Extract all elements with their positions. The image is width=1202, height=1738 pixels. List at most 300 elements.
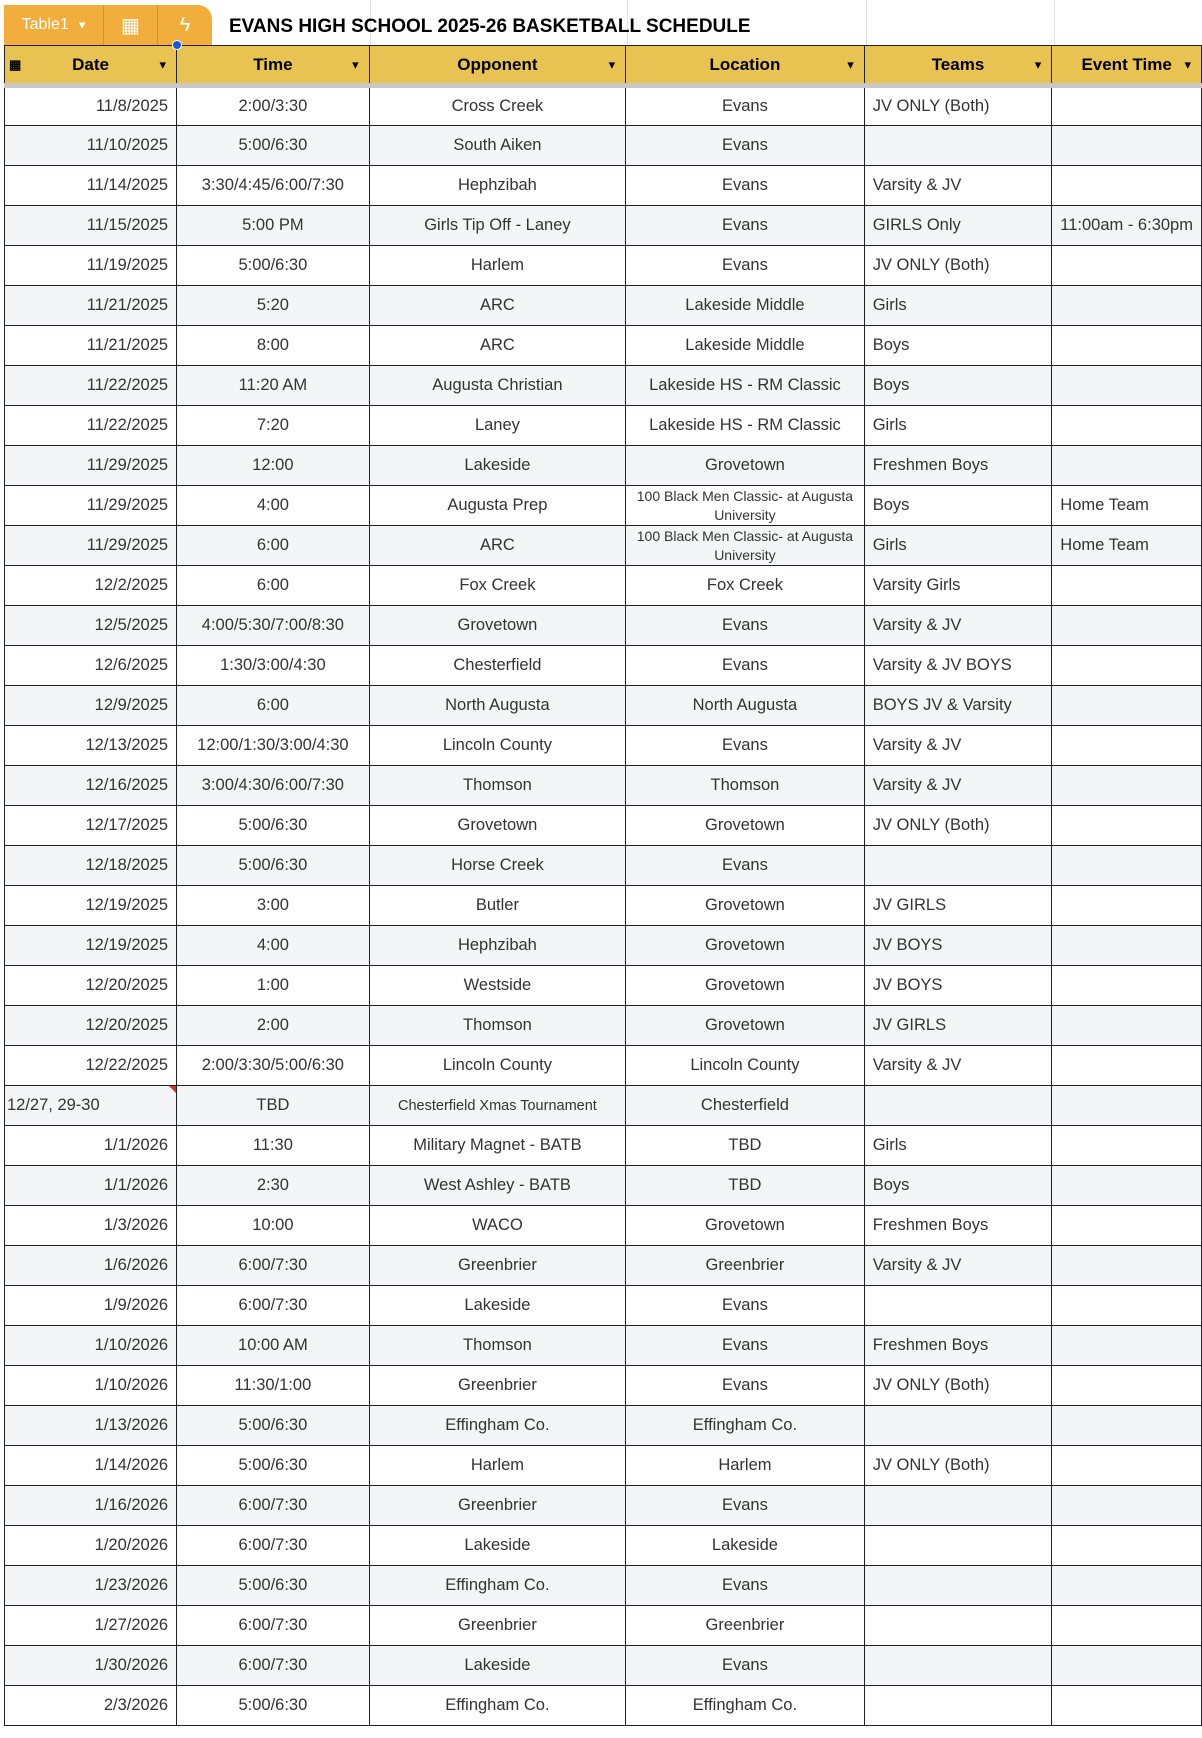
cell-location[interactable]: Lincoln County (626, 1046, 865, 1086)
cell-date[interactable]: 12/20/2025 (5, 966, 177, 1006)
table-row (5, 526, 1202, 566)
cell-date[interactable]: 11/21/2025 (5, 286, 177, 326)
cell-date[interactable]: 12/17/2025 (5, 806, 177, 846)
cell-event-time[interactable] (1052, 1006, 1202, 1046)
cell-event-time[interactable] (1052, 966, 1202, 1006)
cell-event-time[interactable] (1052, 246, 1202, 286)
calculator-icon[interactable]: ▦ (104, 5, 158, 45)
cell-event-time[interactable] (1052, 1566, 1202, 1606)
table-row (5, 1526, 1202, 1566)
cell-teams[interactable]: Varsity & JV (864, 166, 1052, 206)
cell-teams[interactable]: Boys (864, 366, 1052, 406)
cell-location[interactable]: Evans (626, 246, 865, 286)
cell-event-time[interactable] (1052, 1606, 1202, 1646)
cell-location[interactable]: Evans (626, 846, 865, 886)
table-row (5, 1286, 1202, 1326)
cell-event-time[interactable] (1052, 686, 1202, 726)
table-toolbar (4, 5, 212, 45)
cell-location[interactable]: Evans (626, 726, 865, 766)
cell-location[interactable]: Grovetown (626, 886, 865, 926)
column-header-label: Teams (931, 54, 985, 74)
cell-teams[interactable] (864, 1486, 1052, 1526)
table-row (5, 246, 1202, 286)
cell-opponent[interactable]: Augusta Christian (369, 366, 625, 406)
cell-opponent[interactable]: Thomson (369, 1326, 625, 1366)
cell-location[interactable]: Lakeside (626, 1526, 865, 1566)
cell-event-time[interactable]: Home Team (1052, 526, 1202, 566)
cell-event-time[interactable] (1052, 646, 1202, 686)
cell-opponent[interactable]: Fox Creek (369, 566, 625, 606)
table-name-button[interactable] (4, 5, 104, 45)
cell-date[interactable]: 1/9/2026 (5, 1286, 177, 1326)
cell-event-time[interactable]: 11:00am - 6:30pm (1052, 206, 1202, 246)
cell-date[interactable]: 1/10/2026 (5, 1326, 177, 1366)
cell-teams[interactable]: Girls (864, 286, 1052, 326)
cell-teams[interactable] (864, 846, 1052, 886)
cell-time[interactable]: 5:00/6:30 (177, 806, 370, 846)
cell-date[interactable]: 1/16/2026 (5, 1486, 177, 1526)
table-row (5, 1606, 1202, 1646)
cell-teams[interactable]: Girls (864, 526, 1052, 566)
column-header-label: Date (72, 54, 109, 74)
cell-time[interactable]: 5:00 PM (177, 206, 370, 246)
cell-location[interactable]: Evans (626, 86, 865, 126)
cell-time[interactable]: 5:00/6:30 (177, 1446, 370, 1486)
cell-location[interactable]: Evans (626, 1566, 865, 1606)
table-row (5, 566, 1202, 606)
cell-teams[interactable]: BOYS JV & Varsity (864, 686, 1052, 726)
cell-date[interactable]: 11/29/2025 (5, 526, 177, 566)
cell-event-time[interactable] (1052, 1246, 1202, 1286)
chevron-down-icon: ▾ (78, 17, 86, 32)
cell-opponent[interactable]: ARC (369, 526, 625, 566)
cell-location[interactable]: Grovetown (626, 966, 865, 1006)
column-header-label: Event Time (1081, 54, 1172, 74)
cell-date[interactable]: 1/30/2026 (5, 1646, 177, 1686)
table-row (5, 1086, 1202, 1126)
cell-time[interactable]: 2:00/3:30 (177, 86, 370, 126)
cell-location[interactable]: Grovetown (626, 446, 865, 486)
cell-event-time[interactable] (1052, 1646, 1202, 1686)
cell-date[interactable]: 12/18/2025 (5, 846, 177, 886)
cell-time[interactable]: 11:30/1:00 (177, 1366, 370, 1406)
cell-event-time[interactable]: Home Team (1052, 486, 1202, 526)
cell-opponent[interactable]: Military Magnet - BATB (369, 1126, 625, 1166)
cell-opponent[interactable]: Horse Creek (369, 846, 625, 886)
chevron-down-icon[interactable]: ▾ (1184, 57, 1191, 72)
cell-opponent[interactable]: Lincoln County (369, 726, 625, 766)
cell-date[interactable]: 2/3/2026 (5, 1686, 177, 1726)
table-row (5, 286, 1202, 326)
table-row (5, 1646, 1202, 1686)
cell-opponent[interactable]: Effingham Co. (369, 1406, 625, 1446)
cell-location[interactable]: Evans (626, 606, 865, 646)
cell-location[interactable]: Effingham Co. (626, 1406, 865, 1446)
cell-date[interactable]: 12/27, 29-30 (5, 1086, 177, 1126)
cell-date[interactable]: 12/16/2025 (5, 766, 177, 806)
cell-opponent[interactable]: Harlem (369, 1446, 625, 1486)
cell-teams[interactable]: Varsity & JV BOYS (864, 646, 1052, 686)
table-row (5, 1326, 1202, 1366)
cell-teams[interactable] (864, 1646, 1052, 1686)
cell-date[interactable]: 11/10/2025 (5, 126, 177, 166)
cell-opponent[interactable]: ARC (369, 286, 625, 326)
cell-teams[interactable]: Girls (864, 1126, 1052, 1166)
table-row (5, 486, 1202, 526)
cell-date[interactable]: 12/2/2025 (5, 566, 177, 606)
cell-teams[interactable]: Varsity & JV (864, 606, 1052, 646)
cell-opponent[interactable]: Harlem (369, 246, 625, 286)
cell-time[interactable]: 11:30 (177, 1126, 370, 1166)
cell-location[interactable]: Greenbrier (626, 1246, 865, 1286)
cell-location[interactable]: Greenbrier (626, 1606, 865, 1646)
cell-event-time[interactable] (1052, 566, 1202, 606)
cell-time[interactable]: 3:30/4:45/6:00/7:30 (177, 166, 370, 206)
cell-date[interactable]: 1/27/2026 (5, 1606, 177, 1646)
cell-opponent[interactable]: Laney (369, 406, 625, 446)
cell-time[interactable]: 4:00 (177, 926, 370, 966)
cell-teams[interactable]: Freshmen Boys (864, 1326, 1052, 1366)
cell-opponent[interactable]: South Aiken (369, 126, 625, 166)
cell-opponent[interactable]: Cross Creek (369, 86, 625, 126)
cell-location[interactable]: Effingham Co. (626, 1686, 865, 1726)
table-row (5, 326, 1202, 366)
chevron-down-icon[interactable]: ▾ (608, 57, 616, 72)
cell-opponent[interactable]: North Augusta (369, 686, 625, 726)
cell-date[interactable]: 11/14/2025 (5, 166, 177, 206)
cell-time[interactable]: 5:20 (177, 286, 370, 326)
selection-handle[interactable] (172, 40, 182, 50)
column-header-time[interactable] (177, 46, 370, 86)
cell-time[interactable]: 6:00/7:30 (177, 1246, 370, 1286)
cell-opponent[interactable]: Greenbrier (369, 1606, 625, 1646)
cell-opponent[interactable]: Chesterfield Xmas Tournament (369, 1086, 625, 1126)
cell-location[interactable]: Fox Creek (626, 566, 865, 606)
cell-teams[interactable]: JV ONLY (Both) (864, 1366, 1052, 1406)
cell-teams[interactable] (864, 1566, 1052, 1606)
cell-date[interactable]: 12/6/2025 (5, 646, 177, 686)
cell-date[interactable]: 12/19/2025 (5, 926, 177, 966)
cell-location[interactable]: 100 Black Men Classic- at Augusta University (626, 526, 865, 566)
cell-teams[interactable]: Varsity Girls (864, 566, 1052, 606)
cell-location[interactable]: Harlem (626, 1446, 865, 1486)
cell-teams[interactable]: JV GIRLS (864, 886, 1052, 926)
cell-event-time[interactable] (1052, 1486, 1202, 1526)
cell-event-time[interactable] (1052, 406, 1202, 446)
cell-location[interactable]: Evans (626, 1286, 865, 1326)
cell-event-time[interactable] (1052, 286, 1202, 326)
cell-event-time[interactable] (1052, 806, 1202, 846)
column-header-teams[interactable] (864, 46, 1052, 86)
cell-date[interactable]: 11/29/2025 (5, 446, 177, 486)
column-header-location[interactable] (626, 46, 865, 86)
chevron-down-icon[interactable]: ▾ (1034, 57, 1042, 72)
table-row (5, 1246, 1202, 1286)
cell-date[interactable]: 1/23/2026 (5, 1566, 177, 1606)
cell-time[interactable]: 5:00/6:30 (177, 246, 370, 286)
cell-time[interactable]: 7:20 (177, 406, 370, 446)
cell-teams[interactable]: JV ONLY (Both) (864, 86, 1052, 126)
cell-date[interactable]: 1/1/2026 (5, 1166, 177, 1206)
table-row (5, 406, 1202, 446)
cell-opponent[interactable]: Lakeside (369, 1286, 625, 1326)
cell-event-time[interactable] (1052, 1326, 1202, 1366)
cell-opponent[interactable]: West Ashley - BATB (369, 1166, 625, 1206)
cell-time[interactable]: 2:00/3:30/5:00/6:30 (177, 1046, 370, 1086)
cell-teams[interactable] (864, 1406, 1052, 1446)
cell-event-time[interactable] (1052, 606, 1202, 646)
cell-time[interactable]: 6:00 (177, 526, 370, 566)
cell-date[interactable]: 12/9/2025 (5, 686, 177, 726)
cell-time[interactable]: 12:00/1:30/3:00/4:30 (177, 726, 370, 766)
cell-teams[interactable]: Varsity & JV (864, 726, 1052, 766)
cell-time[interactable]: 3:00/4:30/6:00/7:30 (177, 766, 370, 806)
cell-location[interactable]: Grovetown (626, 926, 865, 966)
cell-teams[interactable]: Girls (864, 406, 1052, 446)
table-row (5, 206, 1202, 246)
cell-teams[interactable]: JV ONLY (Both) (864, 806, 1052, 846)
cell-location[interactable]: Chesterfield (626, 1086, 865, 1126)
cell-event-time[interactable] (1052, 1206, 1202, 1246)
table-row (5, 1126, 1202, 1166)
cell-event-time[interactable] (1052, 886, 1202, 926)
cell-date[interactable]: 12/20/2025 (5, 1006, 177, 1046)
table-row (5, 766, 1202, 806)
cell-time[interactable]: 12:00 (177, 446, 370, 486)
cell-location[interactable]: Thomson (626, 766, 865, 806)
cell-event-time[interactable] (1052, 1126, 1202, 1166)
cell-teams[interactable]: Freshmen Boys (864, 1206, 1052, 1246)
table-row (5, 1006, 1202, 1046)
calendar-icon: ▦ (9, 57, 22, 72)
cell-location[interactable]: 100 Black Men Classic- at Augusta University (626, 486, 865, 526)
cell-teams[interactable] (864, 126, 1052, 166)
cell-time[interactable]: 1:00 (177, 966, 370, 1006)
cell-teams[interactable]: Freshmen Boys (864, 446, 1052, 486)
cell-teams[interactable]: JV ONLY (Both) (864, 1446, 1052, 1486)
table-row (5, 1566, 1202, 1606)
cell-time[interactable]: 10:00 AM (177, 1326, 370, 1366)
cell-opponent[interactable]: Effingham Co. (369, 1686, 625, 1726)
cell-event-time[interactable] (1052, 1086, 1202, 1126)
chevron-down-icon[interactable]: ▾ (352, 57, 359, 72)
cell-event-time[interactable] (1052, 1686, 1202, 1726)
cell-time[interactable]: 6:00/7:30 (177, 1486, 370, 1526)
table-row (5, 1046, 1202, 1086)
cell-teams[interactable]: Varsity & JV (864, 766, 1052, 806)
column-header-date[interactable] (5, 46, 177, 86)
cell-time[interactable]: 1:30/3:00/4:30 (177, 646, 370, 686)
table-row (5, 926, 1202, 966)
cell-opponent[interactable]: Thomson (369, 766, 625, 806)
cell-teams[interactable] (864, 1526, 1052, 1566)
cell-date[interactable]: 11/19/2025 (5, 246, 177, 286)
cell-opponent[interactable]: Hephzibah (369, 926, 625, 966)
cell-event-time[interactable] (1052, 726, 1202, 766)
cell-teams[interactable] (864, 1686, 1052, 1726)
cell-time[interactable]: 5:00/6:30 (177, 846, 370, 886)
cell-date[interactable]: 1/14/2026 (5, 1446, 177, 1486)
cell-opponent[interactable]: Lakeside (369, 446, 625, 486)
cell-date[interactable]: 1/20/2026 (5, 1526, 177, 1566)
cell-date[interactable]: 1/6/2026 (5, 1246, 177, 1286)
cell-time[interactable]: 4:00 (177, 486, 370, 526)
cell-opponent[interactable]: Hephzibah (369, 166, 625, 206)
cell-location[interactable]: North Augusta (626, 686, 865, 726)
cell-time[interactable]: 2:00 (177, 1006, 370, 1046)
cell-event-time[interactable] (1052, 166, 1202, 206)
cell-time[interactable]: 6:00 (177, 566, 370, 606)
column-header-opponent[interactable] (369, 46, 625, 86)
cell-event-time[interactable] (1052, 926, 1202, 966)
cell-opponent[interactable]: Girls Tip Off - Laney (369, 206, 625, 246)
table-row (5, 726, 1202, 766)
cell-date[interactable]: 11/8/2025 (5, 86, 177, 126)
cell-time[interactable]: 10:00 (177, 1206, 370, 1246)
cell-date[interactable]: 11/21/2025 (5, 326, 177, 366)
cell-event-time[interactable] (1052, 1446, 1202, 1486)
cell-teams[interactable]: Boys (864, 1166, 1052, 1206)
cell-teams[interactable]: Boys (864, 326, 1052, 366)
lightning-icon[interactable]: ϟ (179, 13, 191, 36)
cell-location[interactable]: Evans (626, 166, 865, 206)
cell-time[interactable]: 6:00 (177, 686, 370, 726)
cell-date[interactable]: 11/29/2025 (5, 486, 177, 526)
cell-location[interactable]: Evans (626, 1366, 865, 1406)
table-row (5, 446, 1202, 486)
cell-time[interactable]: 5:00/6:30 (177, 1566, 370, 1606)
cell-location[interactable]: TBD (626, 1166, 865, 1206)
cell-time[interactable]: 3:00 (177, 886, 370, 926)
cell-teams[interactable]: JV GIRLS (864, 1006, 1052, 1046)
cell-event-time[interactable] (1052, 446, 1202, 486)
cell-opponent[interactable]: Lincoln County (369, 1046, 625, 1086)
cell-date[interactable]: 12/13/2025 (5, 726, 177, 766)
cell-location[interactable]: Grovetown (626, 1206, 865, 1246)
cell-opponent[interactable]: Chesterfield (369, 646, 625, 686)
cell-event-time[interactable] (1052, 1526, 1202, 1566)
cell-opponent[interactable]: Lakeside (369, 1526, 625, 1566)
cell-opponent[interactable]: Grovetown (369, 606, 625, 646)
cell-time[interactable]: 6:00/7:30 (177, 1286, 370, 1326)
cell-teams[interactable]: Boys (864, 486, 1052, 526)
cell-location[interactable]: Lakeside HS - RM Classic (626, 366, 865, 406)
cell-date[interactable]: 1/3/2026 (5, 1206, 177, 1246)
cell-time[interactable]: 4:00/5:30/7:00/8:30 (177, 606, 370, 646)
cell-opponent[interactable]: Effingham Co. (369, 1566, 625, 1606)
cell-teams[interactable] (864, 1286, 1052, 1326)
cell-time[interactable]: 6:00/7:30 (177, 1646, 370, 1686)
cell-location[interactable]: TBD (626, 1126, 865, 1166)
cell-opponent[interactable]: Grovetown (369, 806, 625, 846)
cell-teams[interactable] (864, 1086, 1052, 1126)
table-name: Table1 (21, 16, 69, 33)
cell-event-time[interactable] (1052, 846, 1202, 886)
column-header-event-time[interactable] (1052, 46, 1202, 86)
cell-time[interactable]: 2:30 (177, 1166, 370, 1206)
cell-teams[interactable] (864, 1606, 1052, 1646)
cell-time[interactable]: 8:00 (177, 326, 370, 366)
cell-location[interactable]: Grovetown (626, 1006, 865, 1046)
cell-event-time[interactable] (1052, 326, 1202, 366)
cell-location[interactable]: Evans (626, 126, 865, 166)
cell-location[interactable]: Lakeside HS - RM Classic (626, 406, 865, 446)
cell-opponent[interactable]: ARC (369, 326, 625, 366)
cell-location[interactable]: Evans (626, 206, 865, 246)
table-row (5, 126, 1202, 166)
table-row (5, 646, 1202, 686)
cell-teams[interactable]: JV BOYS (864, 966, 1052, 1006)
cell-opponent[interactable]: Westside (369, 966, 625, 1006)
cell-time[interactable]: 11:20 AM (177, 366, 370, 406)
cell-time[interactable]: 5:00/6:30 (177, 1406, 370, 1446)
cell-event-time[interactable] (1052, 86, 1202, 126)
cell-event-time[interactable] (1052, 1286, 1202, 1326)
cell-event-time[interactable] (1052, 1366, 1202, 1406)
cell-date[interactable]: 11/22/2025 (5, 366, 177, 406)
cell-event-time[interactable] (1052, 1406, 1202, 1446)
cell-teams[interactable]: Varsity & JV (864, 1246, 1052, 1286)
cell-teams[interactable]: GIRLS Only (864, 206, 1052, 246)
cell-location[interactable]: Evans (626, 646, 865, 686)
cell-date[interactable]: 1/10/2026 (5, 1366, 177, 1406)
cell-teams[interactable]: Varsity & JV (864, 1046, 1052, 1086)
column-header-label: Opponent (457, 54, 538, 74)
cell-time[interactable]: 6:00/7:30 (177, 1606, 370, 1646)
cell-location[interactable]: Evans (626, 1646, 865, 1686)
cell-opponent[interactable]: Butler (369, 886, 625, 926)
cell-opponent[interactable]: Augusta Prep (369, 486, 625, 526)
cell-location[interactable]: Grovetown (626, 806, 865, 846)
cell-opponent[interactable]: Greenbrier (369, 1246, 625, 1286)
cell-time[interactable]: 5:00/6:30 (177, 1686, 370, 1726)
cell-opponent[interactable]: Lakeside (369, 1646, 625, 1686)
cell-event-time[interactable] (1052, 1046, 1202, 1086)
cell-date[interactable]: 11/15/2025 (5, 206, 177, 246)
cell-date[interactable]: 12/5/2025 (5, 606, 177, 646)
cell-date[interactable]: 11/22/2025 (5, 406, 177, 446)
chevron-down-icon[interactable]: ▾ (847, 57, 854, 72)
schedule-table (4, 45, 1202, 1726)
table-row (5, 1366, 1202, 1406)
cell-time[interactable]: 6:00/7:30 (177, 1526, 370, 1566)
cell-event-time[interactable] (1052, 1166, 1202, 1206)
cell-teams[interactable]: JV ONLY (Both) (864, 246, 1052, 286)
table-row (5, 806, 1202, 846)
cell-location[interactable]: Evans (626, 1486, 865, 1526)
cell-date[interactable]: 12/22/2025 (5, 1046, 177, 1086)
cell-time[interactable]: 5:00/6:30 (177, 126, 370, 166)
chevron-down-icon[interactable]: ▾ (159, 57, 167, 72)
cell-location[interactable]: Evans (626, 1326, 865, 1366)
cell-teams[interactable]: JV BOYS (864, 926, 1052, 966)
cell-location[interactable]: Lakeside Middle (626, 326, 865, 366)
cell-event-time[interactable] (1052, 366, 1202, 406)
cell-opponent[interactable]: Thomson (369, 1006, 625, 1046)
cell-opponent[interactable]: WACO (369, 1206, 625, 1246)
cell-opponent[interactable]: Greenbrier (369, 1486, 625, 1526)
table-row (5, 686, 1202, 726)
cell-date[interactable]: 12/19/2025 (5, 886, 177, 926)
cell-event-time[interactable] (1052, 126, 1202, 166)
cell-opponent[interactable]: Greenbrier (369, 1366, 625, 1406)
cell-time[interactable]: TBD (177, 1086, 370, 1126)
table-row (5, 1446, 1202, 1486)
cell-date[interactable]: 1/13/2026 (5, 1406, 177, 1446)
cell-location[interactable]: Lakeside Middle (626, 286, 865, 326)
cell-event-time[interactable] (1052, 766, 1202, 806)
cell-date[interactable]: 1/1/2026 (5, 1126, 177, 1166)
